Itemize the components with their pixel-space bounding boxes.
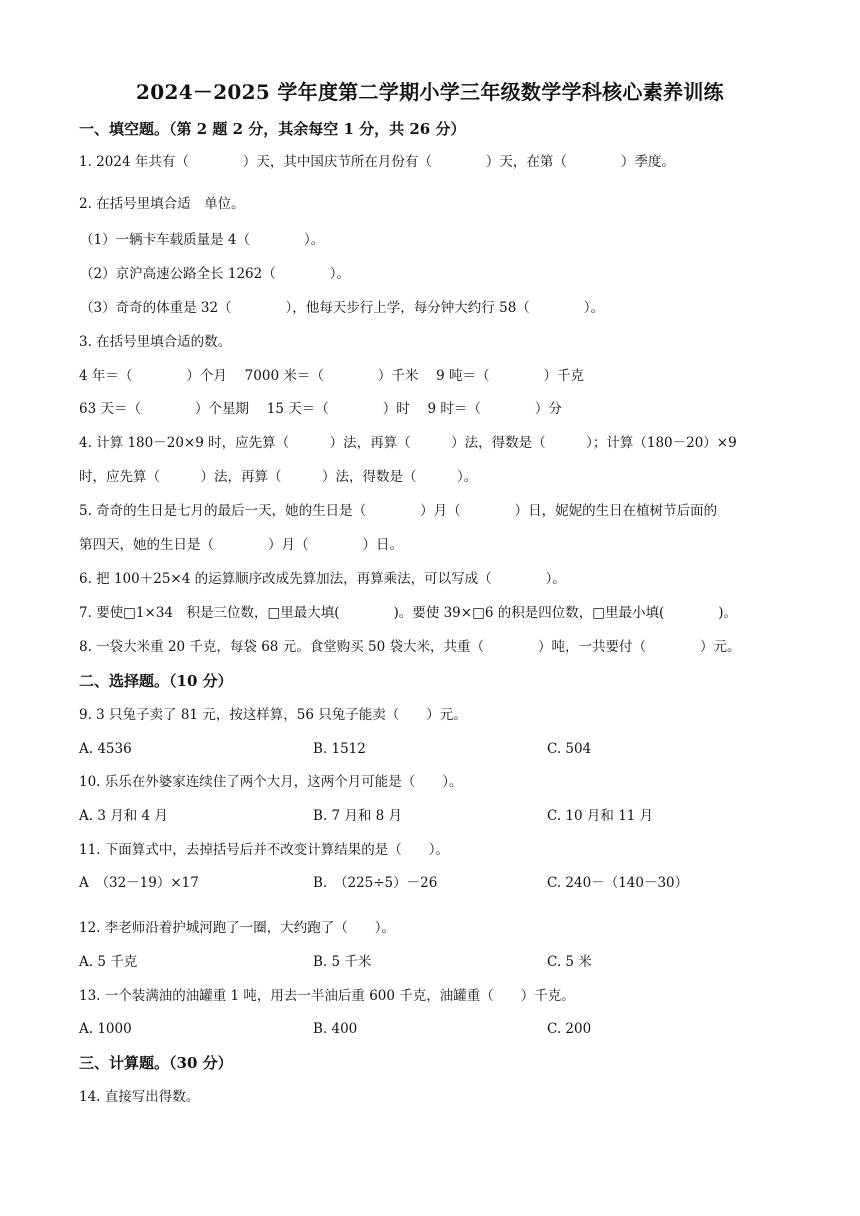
question-12: 12. 李老师沿着护城河跑了一圈，大约跑了（ ）。 (79, 920, 396, 936)
question-13: 13. 一个装满油的油罐重 1 吨，用去一半油后重 600 千克，油罐重（ ）千克。 (79, 988, 575, 1004)
section-calculation: 三、计算题。（30 分） (79, 1054, 233, 1072)
question-12-option-c: C. 5 米 (547, 954, 592, 970)
question-2-1: （1）一辆卡车载质量是 4（ ）。 (80, 232, 325, 248)
question-10-option-b: B. 7 月和 8 月 (313, 808, 403, 824)
question-11-option-c: C. 240－（140－30） (547, 875, 689, 891)
question-10-option-a: A. 3 月和 4 月 (79, 808, 168, 824)
page-title: 2024－2025 学年度第二学期小学三年级数学学科核心素养训练 (136, 80, 724, 104)
question-14: 14. 直接写出得数。 (79, 1089, 200, 1105)
question-1: 1. 2024 年共有（ ）天，其中国庆节所在月份有（ ）天，在第（ ）季度。 (79, 154, 675, 170)
section-multiple-choice: 二、选择题。（10 分） (79, 672, 233, 690)
question-8: 8. 一袋大米重 20 千克，每袋 68 元。食堂购买 50 袋大米，共重（ ）吨，一共要付（ ）元。 (79, 639, 741, 655)
question-4-line-2: 时，应先算（ ）法，再算（ ）法，得数是（ ）。 (79, 469, 478, 485)
question-9-option-b: B. 1512 (313, 741, 366, 757)
question-12-option-b: B. 5 千米 (313, 954, 372, 970)
question-7: 7. 要使□1×34 积是三位数，□里最大填( )。要使 39×□6 的积是四位数，□里最小填( )。 (79, 605, 737, 621)
question-3-row-1: 4 年＝（ ）个月 7000 米＝（ ）千米 9 吨＝（ ）千克 (79, 368, 584, 384)
section-fill-in: 一、填空题。（第 2 题 2 分，其余每空 1 分，共 26 分） (79, 120, 466, 138)
question-3-row-2: 63 天＝（ ）个星期 15 天＝（ ）时 9 时＝（ ）分 (79, 401, 562, 417)
question-6: 6. 把 100＋25×4 的运算顺序改成先算加法，再算乘法，可以写成（ ）。 (79, 571, 566, 587)
question-13-option-b: B. 400 (313, 1021, 358, 1037)
question-11-option-a: A （32－19）×17 (79, 875, 199, 891)
question-12-option-a: A. 5 千克 (79, 954, 138, 970)
question-9-option-a: A. 4536 (79, 741, 132, 757)
question-9: 9. 3 只兔子卖了 81 元，按这样算，56 只兔子能卖（ ）元。 (79, 707, 467, 723)
question-4-line-1: 4. 计算 180－20×9 时，应先算（ ）法，再算（ ）法，得数是（ ）；计算（180－20）×9 (79, 435, 737, 451)
question-3: 3. 在括号里填合适的数。 (79, 334, 232, 350)
question-13-option-c: C. 200 (547, 1021, 592, 1037)
question-13-option-a: A. 1000 (79, 1021, 132, 1037)
question-2-2: （2）京沪高速公路全长 1262（ ）。 (80, 266, 350, 282)
question-2: 2. 在括号里填合适 单位。 (79, 196, 245, 212)
question-10: 10. 乐乐在外婆家连续住了两个大月，这两个月可能是（ ）。 (79, 774, 463, 790)
question-5-line-2: 第四天，她的生日是（ ）月（ ）日。 (79, 537, 403, 553)
question-11-option-b: B. （225÷5）－26 (313, 875, 438, 891)
question-11: 11. 下面算式中，去掉括号后并不改变计算结果的是（ ）。 (79, 842, 450, 858)
question-10-option-c: C. 10 月和 11 月 (547, 808, 654, 824)
question-5-line-1: 5. 奇奇的生日是七月的最后一天，她的生日是（ ）月（ ）日，妮妮的生日在植树节后面的 (79, 503, 718, 519)
question-9-option-c: C. 504 (547, 741, 592, 757)
question-2-3: （3）奇奇的体重是 32（ ），他每天步行上学，每分钟大约行 58（ ）。 (80, 300, 605, 316)
